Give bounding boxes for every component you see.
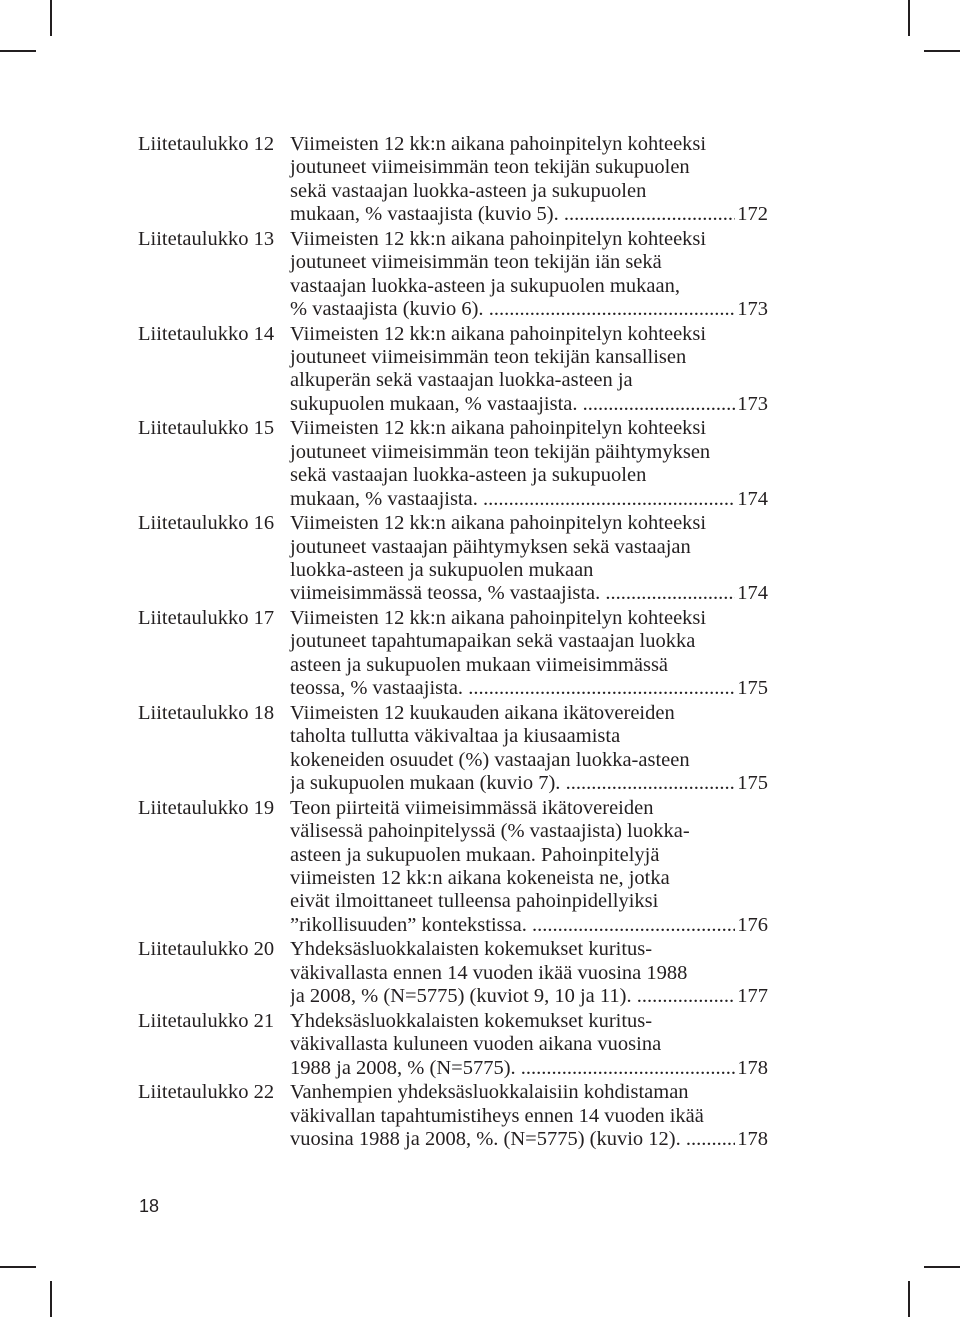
toc-entry-label: Liitetaulukko 20 [138, 938, 275, 961]
toc-entry-leader-text: viimeisimmässä teossa, % vastaajista. ..... [290, 582, 735, 605]
toc-entry-description [290, 1081, 768, 1151]
toc-entry-last-line [290, 985, 768, 1008]
toc-entry-page-number: 174 [737, 487, 768, 510]
toc-entry-text-line: väkivallasta kuluneen vuoden aikana vuosina [290, 1033, 662, 1056]
toc-entry-text-line: viimeisten 12 kk:n aikana kokeneista ne, jotka [290, 866, 670, 889]
crop-mark [908, 0, 910, 36]
crop-mark [924, 50, 960, 52]
toc-entry [138, 133, 768, 227]
toc-entry-leader-text: % vastaajista (kuvio 6). ..... [290, 298, 735, 321]
toc-entry-last-line [290, 772, 768, 795]
toc-entry-last-line [290, 393, 768, 416]
toc-entry-leader-text: ja 2008, % (N=5775) (kuviot 9, 10 ja 11). ..... [290, 985, 735, 1008]
toc-entry-leader-text: teossa, % vastaajista. ..... [290, 677, 735, 700]
toc-entry-description [290, 938, 768, 1008]
toc-entry-text-line: Vanhempien yhdeksäsluokkalaisiin kohdistaman [290, 1081, 689, 1104]
crop-mark [924, 1266, 960, 1268]
toc-entry-text-line: asteen ja sukupuolen mukaan. Pahoinpitelyjä [290, 843, 660, 866]
toc-entry-page-number: 178 [737, 1127, 768, 1150]
toc-entry-description [290, 512, 768, 606]
toc-entry-text-line: Viimeisten 12 kk:n aikana pahoinpitelyn kohteeksi [290, 512, 707, 535]
toc-entry-text-line: Viimeisten 12 kk:n aikana pahoinpitelyn kohteeksi [290, 607, 707, 630]
toc-entry-last-line [290, 914, 768, 937]
toc-entry-text-line: Viimeisten 12 kk:n aikana pahoinpitelyn kohteeksi [290, 417, 707, 440]
toc-entry-text-line: asteen ja sukupuolen mukaan viimeisimmässä [290, 653, 669, 676]
toc-entry-leader-text: ”rikollisuuden” kontekstissa. ..... [290, 914, 735, 937]
toc-entry-text-line: joutuneet viimeisimmän teon tekijän kansallisen [290, 346, 687, 369]
toc-entry-text-line: vastaajan luokka-asteen ja sukupuolen mukaan, [290, 274, 680, 297]
toc-entry-page-number: 174 [737, 582, 768, 605]
toc-entry-description [290, 702, 768, 796]
toc-entry-text-line: Yhdeksäsluokkalaisten kokemukset kuritus- [290, 1009, 653, 1032]
toc-entry-text-line: taholta tullutta väkivaltaa ja kiusaamista [290, 725, 621, 748]
toc-entry-page-number: 173 [737, 392, 768, 415]
toc-entry-description [290, 607, 768, 701]
toc-entry-text-line: eivät ilmoittaneet tulleensa pahoinpidellyiksi [290, 890, 659, 913]
toc-entry-text-line: sekä vastaajan luokka-asteen ja sukupuolen [290, 179, 647, 202]
toc-entry-last-line [290, 1128, 768, 1151]
toc-entry-text-line: välisessä pahoinpitelyssä (% vastaajista) luokka- [290, 820, 690, 843]
toc-entry-text-line: joutuneet viimeisimmän teon tekijän sukupuolen [290, 156, 690, 179]
toc-entry-page-number: 175 [737, 677, 768, 700]
toc-entry-text-line: Viimeisten 12 kk:n aikana pahoinpitelyn kohteeksi [290, 227, 707, 250]
toc-entry-last-line [290, 203, 768, 226]
toc-entry-page-number: 172 [737, 203, 768, 226]
toc-entry-page-number: 173 [737, 298, 768, 321]
toc-entry-leader-text: mukaan, % vastaajista. ..... [290, 488, 735, 511]
toc-entry-label: Liitetaulukko 15 [138, 417, 275, 440]
toc-entry-description [290, 797, 768, 937]
toc-entry [138, 938, 768, 1008]
toc-entry-text-line: luokka-asteen ja sukupuolen mukaan [290, 559, 594, 582]
toc-entry-label: Liitetaulukko 16 [138, 512, 275, 535]
crop-mark [50, 0, 52, 36]
toc-entry-description [290, 323, 768, 417]
toc-entry-label: Liitetaulukko 13 [138, 227, 275, 250]
toc-entry-description [290, 133, 768, 227]
toc-entry-leader-text: vuosina 1988 ja 2008, %. (N=5775) (kuvio 12). ..... [290, 1128, 735, 1151]
toc-entry-page-number: 177 [737, 985, 768, 1008]
toc-entry-page-number: 178 [737, 1056, 768, 1079]
toc-entry-text-line: joutuneet vastaajan päihtymyksen sekä vastaajan [290, 535, 691, 558]
toc-entry-text-line: väkivallasta ennen 14 vuoden ikää vuosina 1988 [290, 961, 688, 984]
toc-entry-text-line: Teon piirteitä viimeisimmässä ikätovereiden [290, 796, 654, 819]
toc-entry-text-line: sekä vastaajan luokka-asteen ja sukupuolen [290, 464, 647, 487]
toc-entry-label: Liitetaulukko 22 [138, 1081, 275, 1104]
page-number: 18 [139, 1196, 160, 1216]
toc-entry [138, 1010, 768, 1080]
toc-entry-text-line: Viimeisten 12 kuukauden aikana ikätovereiden [290, 701, 675, 724]
crop-mark [50, 1281, 52, 1317]
toc-entry-label: Liitetaulukko 18 [138, 701, 275, 724]
toc-entry-leader-text: ja sukupuolen mukaan (kuvio 7). ..... [290, 772, 735, 795]
toc-entry [138, 702, 768, 796]
toc-entry-leader-text: mukaan, % vastaajista (kuvio 5). ..... [290, 203, 735, 226]
toc-entry-label: Liitetaulukko 14 [138, 322, 275, 345]
toc-entry-page-number: 176 [737, 913, 768, 936]
toc-entry-text-line: joutuneet viimeisimmän teon tekijän päihtymyksen [290, 440, 711, 463]
toc-entry [138, 607, 768, 701]
toc-entry-text-line: alkuperän sekä vastaajan luokka-asteen ja [290, 369, 633, 392]
toc-entry [138, 512, 768, 606]
toc-entry-leader-text: sukupuolen mukaan, % vastaajista. ..... [290, 393, 735, 416]
toc-entry [138, 1081, 768, 1151]
toc-entry-text-line: Viimeisten 12 kk:n aikana pahoinpitelyn kohteeksi [290, 322, 707, 345]
toc-entry [138, 417, 768, 511]
toc-entry-description [290, 1010, 768, 1080]
toc-entry-last-line [290, 488, 768, 511]
toc-entry-text-line: joutuneet viimeisimmän teon tekijän iän sekä [290, 251, 662, 274]
toc-entry-text-line: Viimeisten 12 kk:n aikana pahoinpitelyn kohteeksi [290, 133, 707, 155]
toc-entry-text-line: väkivallan tapahtumistiheys ennen 14 vuoden ikää [290, 1104, 704, 1127]
toc-entry-last-line [290, 677, 768, 700]
toc-entry-last-line [290, 298, 768, 321]
toc-entry-page-number: 175 [737, 772, 768, 795]
toc-entry-last-line [290, 1057, 768, 1080]
toc-entry-description [290, 228, 768, 322]
crop-mark [0, 50, 36, 52]
toc-entry-label: Liitetaulukko 21 [138, 1009, 275, 1032]
crop-mark [0, 1266, 36, 1268]
toc-entry-text-line: joutuneet tapahtumapaikan sekä vastaajan luokka [290, 630, 696, 653]
toc-entry-label: Liitetaulukko 19 [138, 796, 275, 819]
crop-mark [908, 1281, 910, 1317]
toc-entry-description [290, 417, 768, 511]
table-of-contents [138, 133, 768, 1153]
toc-entry [138, 797, 768, 937]
toc-entry-label: Liitetaulukko 17 [138, 607, 275, 630]
toc-entry-leader-text: 1988 ja 2008, % (N=5775). ..... [290, 1057, 735, 1080]
toc-entry [138, 323, 768, 417]
toc-entry [138, 228, 768, 322]
toc-entry-text-line: kokeneiden osuudet (%) vastaajan luokka-asteen [290, 748, 690, 771]
toc-entry-text-line: Yhdeksäsluokkalaisten kokemukset kuritus- [290, 938, 653, 961]
toc-entry-last-line [290, 582, 768, 605]
toc-entry-label: Liitetaulukko 12 [138, 133, 275, 155]
